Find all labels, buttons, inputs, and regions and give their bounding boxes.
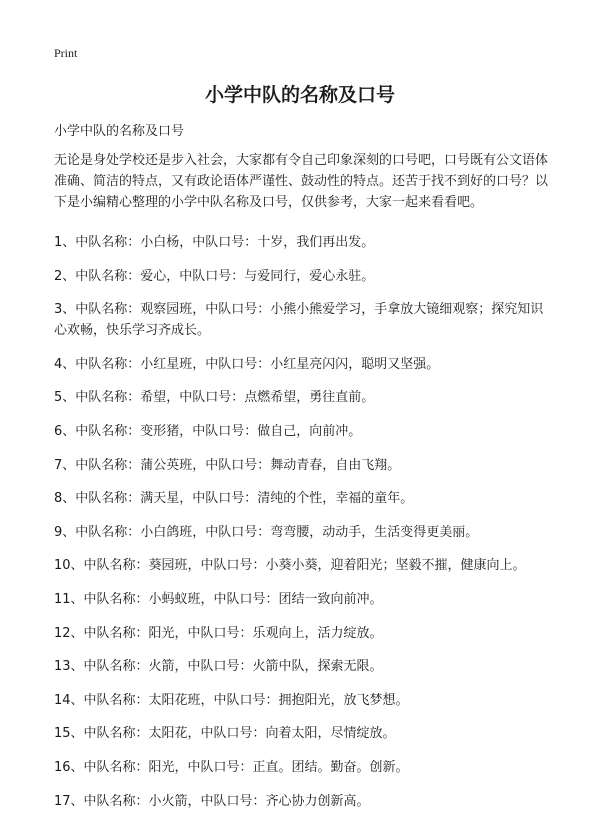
list-item: 4、中队名称：小红星班，中队口号：小红星亮闪闪，聪明又坚强。 <box>54 356 440 372</box>
list-item: 16、中队名称：阳光，中队口号：正直。团结。勤奋。创新。 <box>54 759 409 775</box>
print-link[interactable]: Print <box>54 46 78 60</box>
list-item: 6、中队名称：变形猪，中队口号：做自己，向前冲。 <box>54 423 362 439</box>
list-item: 1、中队名称：小白杨，中队口号：十岁，我们再出发。 <box>54 235 375 250</box>
list-item: 8、中队名称：满天星，中队口号：清纯的个性，幸福的童年。 <box>54 491 414 507</box>
list-item: 5、中队名称：希望，中队口号：点燃希望，勇往直前。 <box>54 390 375 406</box>
page-title: 小学中队的名称及口号 <box>204 84 395 106</box>
list-item: 2、中队名称：爱心，中队口号：与爱同行，爱心永驻。 <box>54 268 375 284</box>
list-item: 13、中队名称：火箭，中队口号：火箭中队，探索无限。 <box>54 659 383 675</box>
intro-paragraph: 无论是身处学校还是步入社会，大家都有令自己印象深刻的口号吧，口号既有公文语体准确、简洁的特点，又有政论语体严谨性、鼓动性的特点。还苦于找不到好的口号？以下是小编精心整理的小学中队名称及口号，仅供参考，大家一起来看看吧。 <box>54 153 549 210</box>
list-item: 15、中队名称：太阳花，中队口号：向着太阳，尽情绽放。 <box>54 726 396 742</box>
article-subtitle: 小学中队的名称及口号 <box>54 124 185 139</box>
list-item: 11、中队名称：小蚂蚁班，中队口号：团结一致向前冲。 <box>54 591 383 607</box>
slogan-list <box>54 232 550 824</box>
list-item: 7、中队名称：蒲公英班，中队口号：舞动青春，自由飞翔。 <box>54 457 401 473</box>
list-item: 14、中队名称：太阳花班，中队口号：拥抱阳光，放飞梦想。 <box>54 692 409 708</box>
list-item: 17、中队名称：小火箭，中队口号：齐心协力创新高。 <box>54 793 370 809</box>
list-item: 3、中队名称：观察园班，中队口号：小熊小熊爱学习，手拿放大镜细观察；探究知识心欢畅，快乐学习齐成长。 <box>54 302 544 339</box>
list-item: 9、中队名称：小白鸽班，中队口号：弯弯腰，动动手，生活变得更美丽。 <box>54 524 479 540</box>
list-item: 10、中队名称：葵园班，中队口号：小葵小葵，迎着阳光；坚毅不摧，健康向上。 <box>54 558 526 574</box>
list-item: 12、中队名称：阳光，中队口号：乐观向上，活力绽放。 <box>54 625 383 641</box>
